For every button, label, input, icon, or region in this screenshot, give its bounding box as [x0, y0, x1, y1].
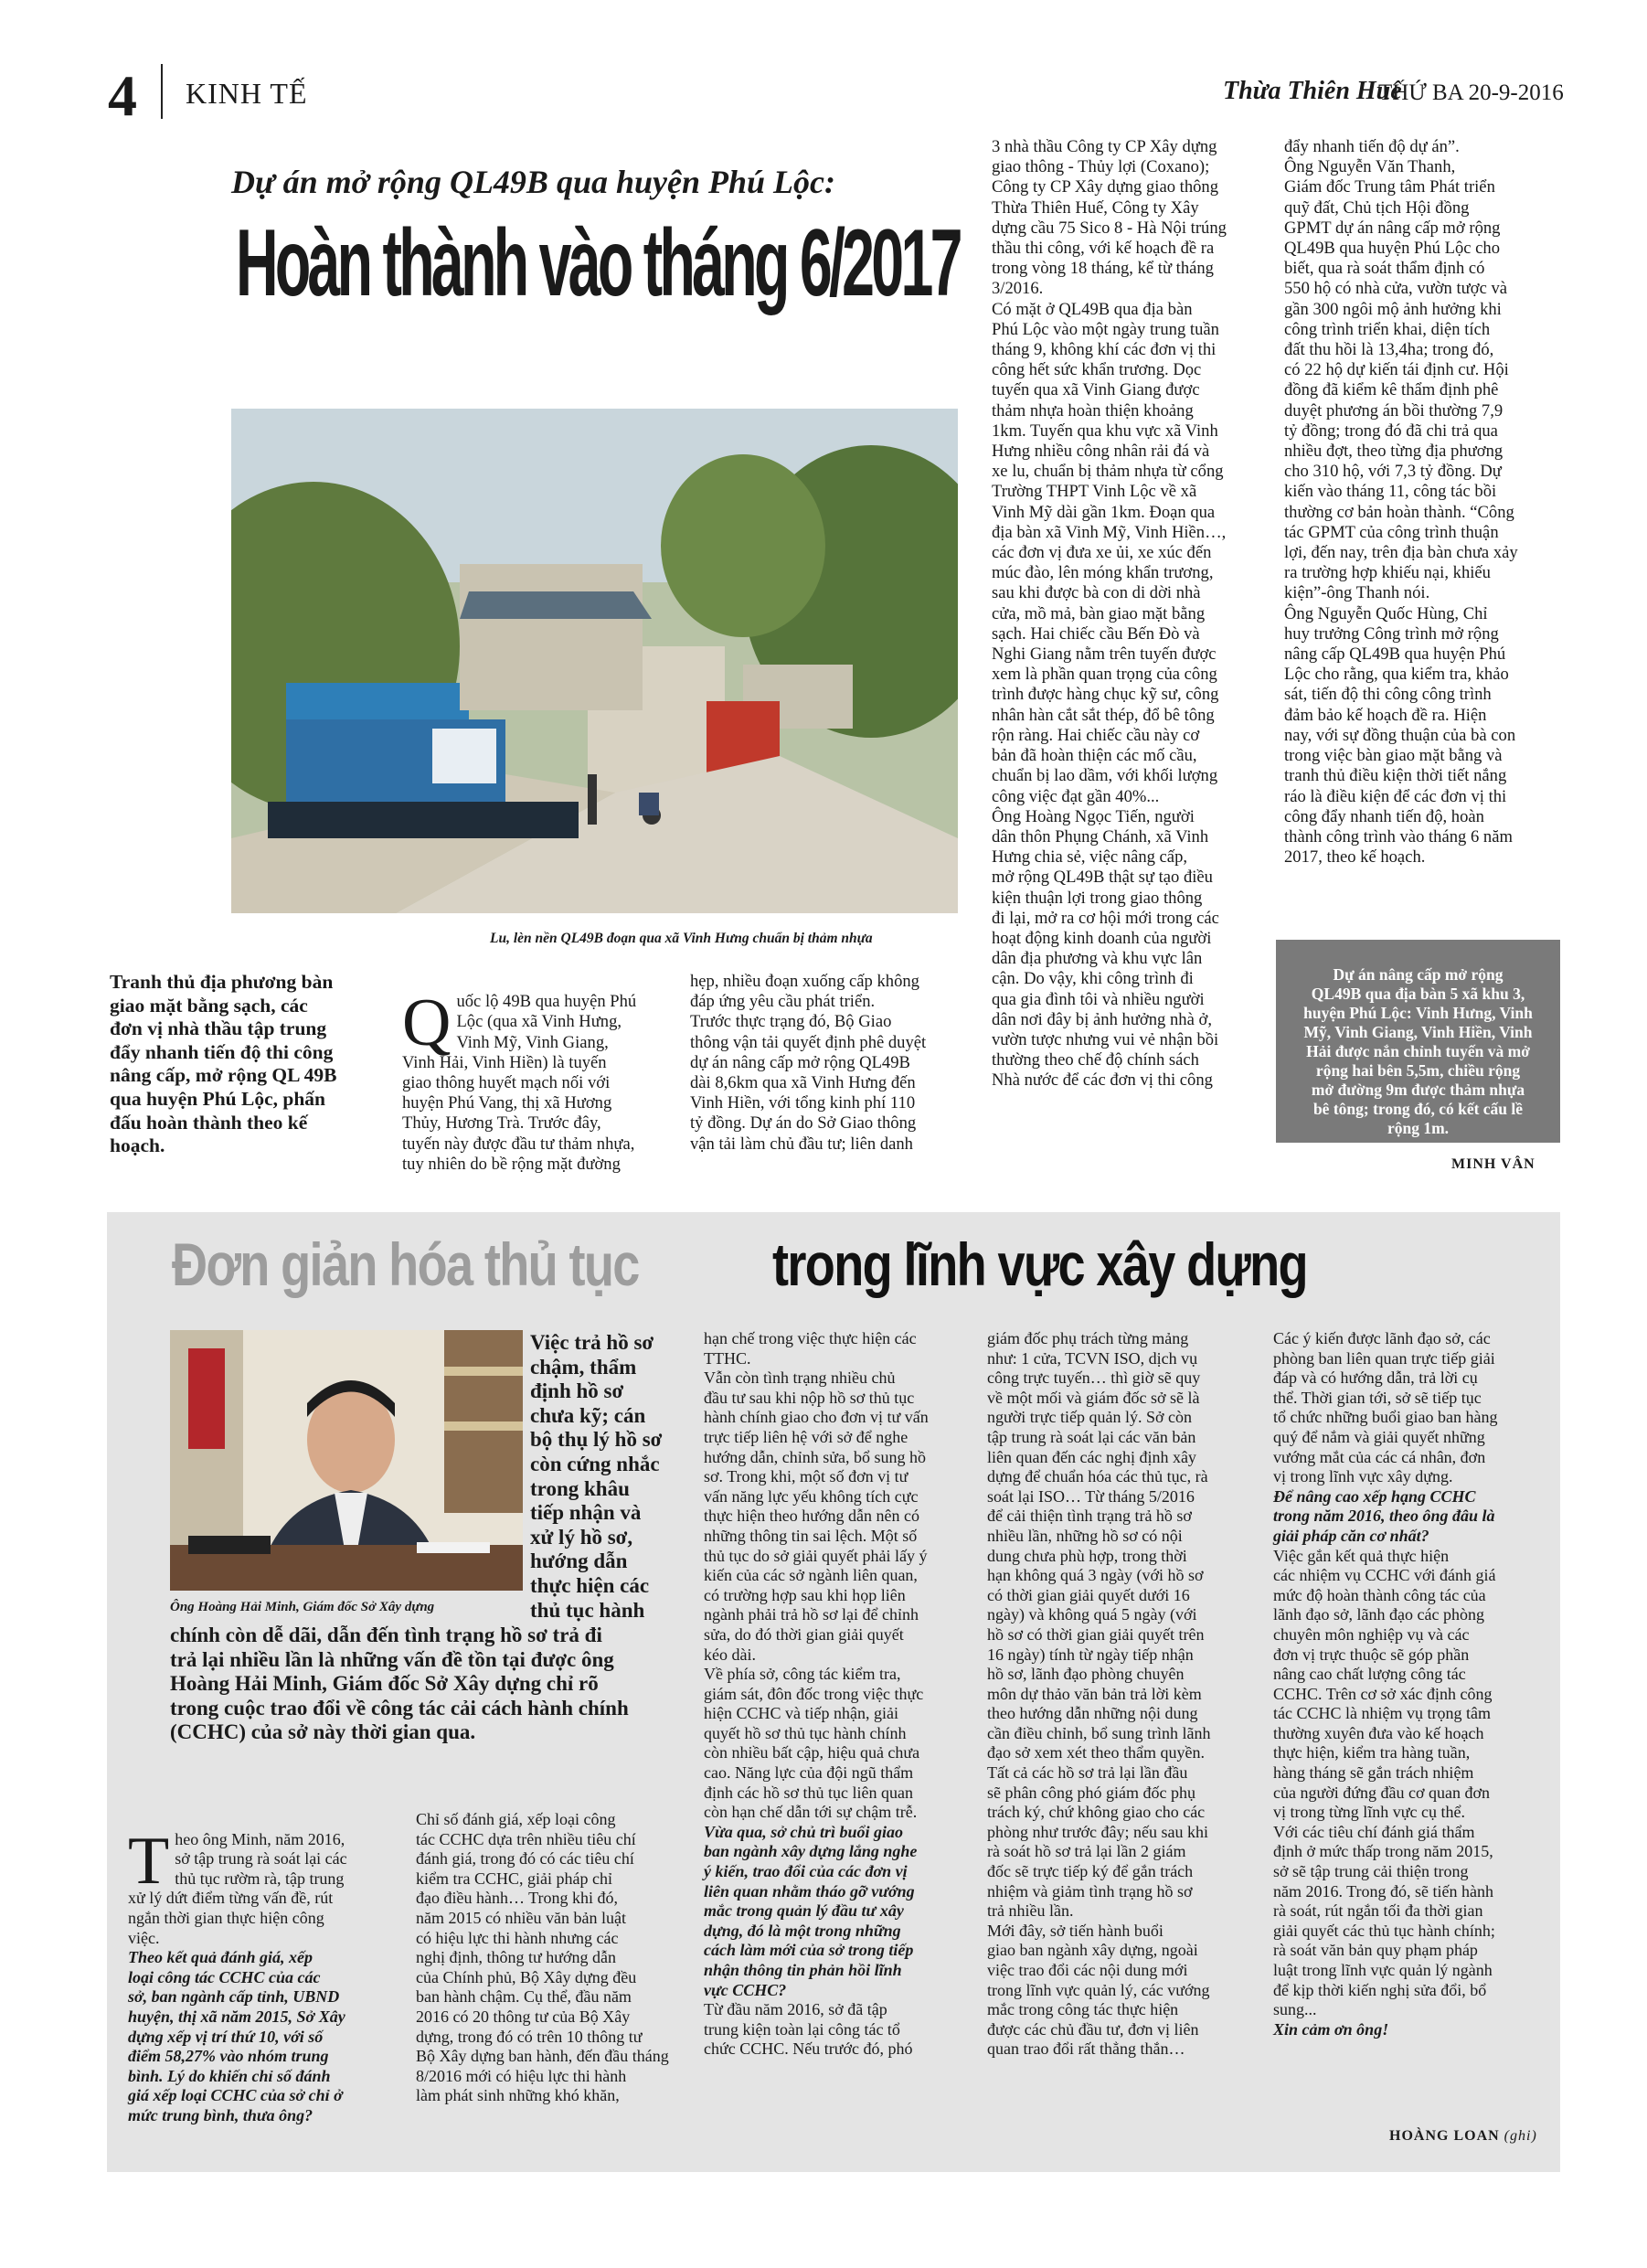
article2-column-3-text-a: hạn chế trong việc thực hiện các TTHC. Vẫn còn tình trạng nhiều chủ đầu tư sau khi nộp hồ sơ thủ tục hành chính giao cho đơn vị tư vấn trực tiếp liên hệ với sở để nghe hướng dẫn, chỉnh sửa, bổ sung hồ sơ. Trong khi, một số đơn vị tư vấn năng lực yếu không tích cực thực hiện theo hướng dẫn nên có những thông tin sai lệch. Một số thủ tục do sở giải quyết phải lấy ý kiến của các sở ngành liên quan, có trường hợp sau khi họp liên ngành phải trả hồ sơ lại để chỉnh sửa, do đó thời gian giải quyết kéo dài. Về phía sở, công tác kiểm tra, giám sát, đôn đốc trong việc thực hiện CCHC và tiếp nhận, giải quyết hồ sơ thủ tục hành chính còn nhiều bất cập, hiệu quả chưa cao. Năng lực của đội ngũ thẩm định các hồ sơ thủ tục liên quan còn hạn chế dẫn tới sự chậm trễ. [704, 1329, 929, 1822]
article1-column-2: hẹp, nhiều đoạn xuống cấp không đáp ứng yêu cầu phát triển. Trước thực trạng đó, Bộ Giao thông vận tải quyết định phê duyệt dự án nâng cấp mở rộng QL49B dài 8,6km qua xã Vinh Hưng đến Vinh Hiền, với tổng kinh phí 110 tỷ đồng. Dự án do Sở Giao thông vận tải làm chủ đầu tư; liên danh [690, 972, 927, 1154]
article2-column-5 [1273, 1329, 1547, 2039]
article2-headline-part1: Đơn giản hóa thủ tục [172, 1230, 639, 1298]
article2-headline-part2: trong lĩnh vực xây dựng [772, 1230, 1307, 1298]
road-paving-photo [231, 409, 958, 913]
article2-dropcap: T [128, 1823, 170, 1899]
article2-thanks: Xin cảm ơn ông! [1273, 2019, 1389, 2039]
article2-column-4: giám đốc phụ trách từng mảng như: 1 cửa, TCVN ISO, dịch vụ công trực tuyến… thì giờ sẽ quy về một mối và giám đốc sở sẽ là người trực tiếp quản lý. Sở còn tập trung rà soát lại các văn bản liên quan đến các nghị định xây dựng để chuẩn hóa các thủ tục, rà soát lại ISO… Từ tháng 5/2016 để cải thiện tình trạng trả hồ sơ nhiều lần, những hồ sơ có nội dung chưa phù hợp, trong thời hạn không quá 3 ngày (với hồ sơ có thời gian giải quyết dưới 16 ngày) và không quá 5 ngày (với hồ sơ có thời gian giải quyết trên 16 ngày) tính từ ngày tiếp nhận hồ sơ, lãnh đạo phòng chuyên môn dự thảo văn bản trả lời kèm theo hướng dẫn những nội dung cần điều chỉnh, bổ sung trình lãnh đạo sở xem xét theo thẩm quyền. Tất cả các hồ sơ trả lại lần đầu sẽ phân công phó giám đốc phụ trách ký, chứ không giao cho các phòng như trước đây; nếu sau khi rà soát hồ sơ trả lại lần 2 giám đốc sẽ trực tiếp ký để gắn trách nhiệm và giảm tình trạng hồ sơ trả nhiều lần. Mới đây, sở tiến hành buổi giao ban ngành xây dựng, ngoài việc trao đổi các nội dung mới trong lĩnh vực quản lý, các vướng mắc trong công tác thực hiện được các chủ đầu tư, đơn vị liên quan trao đổi rất thẳng thắn… [987, 1329, 1211, 2059]
page-number: 4 [108, 63, 137, 128]
issue-date: THỨ BA 20-9-2016 [1378, 80, 1564, 105]
article1-sapo: Tranh thủ địa phương bàn giao mặt bằng sạch, các đơn vị nhà thầu tập trung đẩy nhanh tiến độ thi công nâng cấp, mở rộng QL 49B qua huyện Phú Lộc, phấn đấu hoàn thành theo kế hoạch. [110, 971, 337, 1157]
article2-column-1 [128, 1810, 373, 2126]
article1-kicker: Dự án mở rộng QL49B qua huyện Phú Lộc: [231, 164, 835, 200]
article1-byline: MINH VÂN [1451, 1156, 1535, 1172]
article2-column-3-text-b: Từ đầu năm 2016, sở đã tập trung kiện toàn lại công tác tổ chức CCHC. Nếu trước đó, phó [704, 2000, 913, 2059]
article2-column-2: Chỉ số đánh giá, xếp loại công tác CCHC dựa trên nhiều tiêu chí đánh giá, trong đó có các tiêu chí kiểm tra CCHC, giải pháp chỉ đạo điều hành… Trong khi đó, năm 2015 có nhiều văn bản luật có hiệu lực thi hành nhưng các nghị định, thông tư hướng dẫn của Chính phủ, Bộ Xây dựng đều ban hành chậm. Cụ thể, đầu năm 2016 có 20 thông tư của Bộ Xây dựng, trong đó có trên 10 thông tư Bộ Xây dựng ban hành, đến đầu tháng 8/2016 mới có hiệu lực thi hành làm phát sinh những khó khăn, [416, 1810, 669, 2105]
article2-question-3: Để nâng cao xếp hạng CCHC trong năm 2016, theo ông đâu là giải pháp căn cơ nhất? [1273, 1486, 1495, 1545]
article1-column-1 [402, 972, 682, 1175]
article2-byline-note: (ghi) [1504, 2128, 1537, 2144]
article2-byline-name: HOÀNG LOAN [1389, 2128, 1500, 2144]
article2-sapo-bottom: chính còn dễ dãi, dẫn đến tình trạng hồ sơ trả đi trả lại nhiều lần là những vấn đề tồn tại được ông Hoàng Hải Minh, Giám đốc Sở Xây dựng chỉ rõ trong cuộc trao đổi về công tác cải cách hành chính (CCHC) của sở này thời gian qua. [170, 1624, 629, 1744]
article2-photo [170, 1330, 523, 1591]
article1-column-4: đẩy nhanh tiến độ dự án”. Ông Nguyễn Văn Thanh, Giám đốc Trung tâm Phát triển quỹ đất, Chủ tịch Hội đồng GPMT dự án nâng cấp mở rộng QL49B qua huyện Phú Lộc cho biết, qua rà soát thẩm định có 550 hộ có nhà cửa, vườn tược và gần 300 ngôi mộ ảnh hưởng khi công trình triển khai, diện tích đất thu hồi là 13,4ha; trong đó, có 22 hộ dự kiến tái định cư. Hội đồng đã kiểm kê thẩm định phê duyệt phương án bồi thường 7,9 tỷ đồng; trong đó đã chi trả qua nhiều đợt, theo từng địa phương cho 310 hộ, với 7,3 tỷ đồng. Dự kiến vào tháng 11, công tác bồi thường cơ bản hoàn thành. “Công tác GPMT của công trình thuận lợi, đến nay, trên địa bàn chưa xảy ra trường hợp khiếu nại, khiếu kiện”-ông Thanh nói. Ông Nguyễn Quốc Hùng, Chỉ huy trưởng Công trình mở rộng nâng cấp QL49B qua huyện Phú Lộc cho rằng, qua kiểm tra, khảo sát, tiến độ thi công công trình đảm bảo kế hoạch đề ra. Hiện nay, với sự đồng thuận của bà con trong việc bàn giao mặt bằng và tranh thủ điều kiện thời tiết nắng ráo là điều kiện để các đơn vị thi công đẩy nhanh tiến độ, hoàn thành công trình vào tháng 6 năm 2017, theo kế hoạch. [1284, 137, 1518, 868]
article2-sapo-right: Việc trả hồ sơ chậm, thẩm định hồ sơ chưa kỹ; cán bộ thụ lý hồ sơ còn cứng nhắc trong khâu tiếp nhận và xử lý hồ sơ, hướng dẫn thực hiện các thủ tục hành [530, 1331, 663, 1622]
portrait-photo [170, 1330, 523, 1591]
article2-question-1: Theo kết quả đánh giá, xếp loại công tác CCHC của các sở, ban ngành cấp tỉnh, UBND huyện, thị xã năm 2015, Sở Xây dựng xếp vị trí thứ 10, với số điểm 58,27% vào nhóm trung bình. Lý do khiến chỉ số đánh giá xếp loại CCHC của sở chỉ ở mức trung bình, thưa ông? [128, 1948, 345, 2124]
article2-byline [1389, 2128, 1537, 2145]
article1-headline: Hoàn thành vào tháng 6/2017 [236, 210, 960, 316]
masthead: Thừa Thiên Huế [1223, 77, 1402, 105]
article2-column-3 [704, 1329, 978, 2060]
article2-column-1-text: heo ông Minh, năm 2016, sở tập trung rà soát lại các thủ tục rườm rà, tập trung xử lý dứt điểm từng vấn đề, rút ngắn thời gian thực hiện công việc. [128, 1829, 347, 1947]
article1-photo [231, 409, 958, 913]
article2-question-2: Vừa qua, sở chủ trì buổi giao ban ngành xây dựng lắng nghe ý kiến, trao đổi của các đơn vị liên quan nhằm tháo gỡ vướng mắc trong quản lý đầu tư xây dựng, đó là một trong những cách làm mới của sở trong tiếp nhận thông tin phản hồi lĩnh vực CCHC? [704, 1822, 918, 1999]
article1-sidebar-box: Dự án nâng cấp mở rộng QL49B qua địa bàn 5 xã khu 3, huyện Phú Lộc: Vinh Hưng, Vinh Mỹ, Vinh Giang, Vinh Hiền, Vinh Hải được nắn chỉnh tuyến và mở rộng hai bên 5,5m, chiều rộng mở đường 9m được thảm nhựa bê tông; trong đó, có kết cấu lề rộng 1m. [1276, 940, 1560, 1143]
article1-column-1-text: uốc lộ 49B qua huyện Phú Lộc (qua xã Vinh Hưng, Vinh Mỹ, Vinh Giang, Vinh Hải, Vinh Hiền) là tuyến giao thông huyết mạch nối với huyện Phú Vang, thị xã Hương Thủy, Hương Trà. Trước đây, tuyến này được đầu tư thảm nhựa, tuy nhiên do bề rộng mặt đường [402, 992, 637, 1174]
header-divider [161, 64, 163, 119]
article2-column-5-text-a: Các ý kiến được lãnh đạo sở, các phòng ban liên quan trực tiếp giải đáp và có hướng dẫn, trả lời cụ thể. Thời gian tới, sở sẽ tiếp tục tổ chức những buổi giao ban hàng quý để nắm và giải quyết những vướng mắt của các cá nhân, đơn vị trong lĩnh vực xây dựng. [1273, 1329, 1498, 1486]
section-name: KINH TẾ [186, 77, 308, 110]
article1-photo-caption: Lu, lèn nền QL49B đoạn qua xã Vinh Hưng chuẩn bị thảm nhựa [490, 931, 873, 946]
article2-photo-caption: Ông Hoàng Hải Minh, Giám đốc Sở Xây dựng [170, 1600, 435, 1614]
article2-column-5-text-b: Việc gắn kết quả thực hiện các nhiệm vụ CCHC với đánh giá mức độ hoàn thành công tác của lãnh đạo sở, lãnh đạo các phòng chuyên môn nghiệp vụ và các đơn vị trực thuộc sẽ góp phần nâng cao chất lượng công tác CCHC. Trên cơ sở xác định công tác CCHC là nhiệm vụ trọng tâm thường xuyên đưa vào kế hoạch thực hiện, kiểm tra hàng tuần, hàng tháng sẽ gắn trách nhiệm của người đứng đầu cơ quan đơn vị trong từng lĩnh vực cụ thể. Với các tiêu chí đánh giá thẩm định ở mức thấp trong năm 2015, sở sẽ tập trung cải thiện trong năm 2016. Trong đó, sẽ tiến hành rà soát, rút ngắn tối đa thời gian giải quyết các thủ tục hành chính; rà soát văn bản quy phạm pháp luật trong lĩnh vực quản lý ngành để kịp thời kiến nghị sửa đổi, bổ sung... [1273, 1546, 1496, 2019]
article1-dropcap: Q [402, 985, 452, 1061]
article1-column-3: 3 nhà thầu Công ty CP Xây dựng giao thông - Thủy lợi (Coxano); Công ty CP Xây dựng giao thông Thừa Thiên Huế, Công ty Xây dựng cầu 75 Sico 8 - Hà Nội trúng thầu thi công, với kế hoạch đề ra trong vòng 18 tháng, kể từ tháng 3/2016. Có mặt ở QL49B qua địa bàn Phú Lộc vào một ngày trung tuần tháng 9, không khí các đơn vị thi công hết sức khẩn trương. Dọc tuyến qua xã Vinh Giang được thảm nhựa hoàn thiện khoảng 1km. Tuyến qua khu vực xã Vinh Hưng nhiều công nhân rải đá và xe lu, chuẩn bị thảm nhựa từ cổng Trường THPT Vinh Lộc về xã Vinh Mỹ dài gần 1km. Đoạn qua địa bàn xã Vinh Mỹ, Vinh Hiền…, các đơn vị đưa xe ủi, xe xúc đến múc đào, lên móng khẩn trương, sau khi được bà con di dời nhà cửa, mồ mả, bàn giao mặt bằng sạch. Hai chiếc cầu Bến Đò và Nghi Giang nằm trên tuyến được xem là phần quan trọng của công trình được hàng chục kỹ sư, công nhân hàn cắt sắt thép, đổ bê tông rộn ràng. Hai chiếc cầu này cơ bản đã hoàn thiện các mố cầu, chuẩn bị lao dầm, với khối lượng công việc đạt gần 40%... Ông Hoàng Ngọc Tiến, người dân thôn Phụng Chánh, xã Vinh Hưng chia sẻ, việc nâng cấp, mở rộng QL49B thật sự tạo điều kiện thuận lợi trong giao thông đi lại, mở ra cơ hội mới trong các hoạt động kinh doanh của người dân địa phương và khu vực lân cận. Do vậy, khi công trình đi qua gia đình tôi và nhiều người dân nơi đây bị ảnh hưởng nhà ở, vườn tược nhưng vui vẻ nhận bồi thường theo chế độ chính sách Nhà nước để các đơn vị thi công [992, 137, 1227, 1091]
